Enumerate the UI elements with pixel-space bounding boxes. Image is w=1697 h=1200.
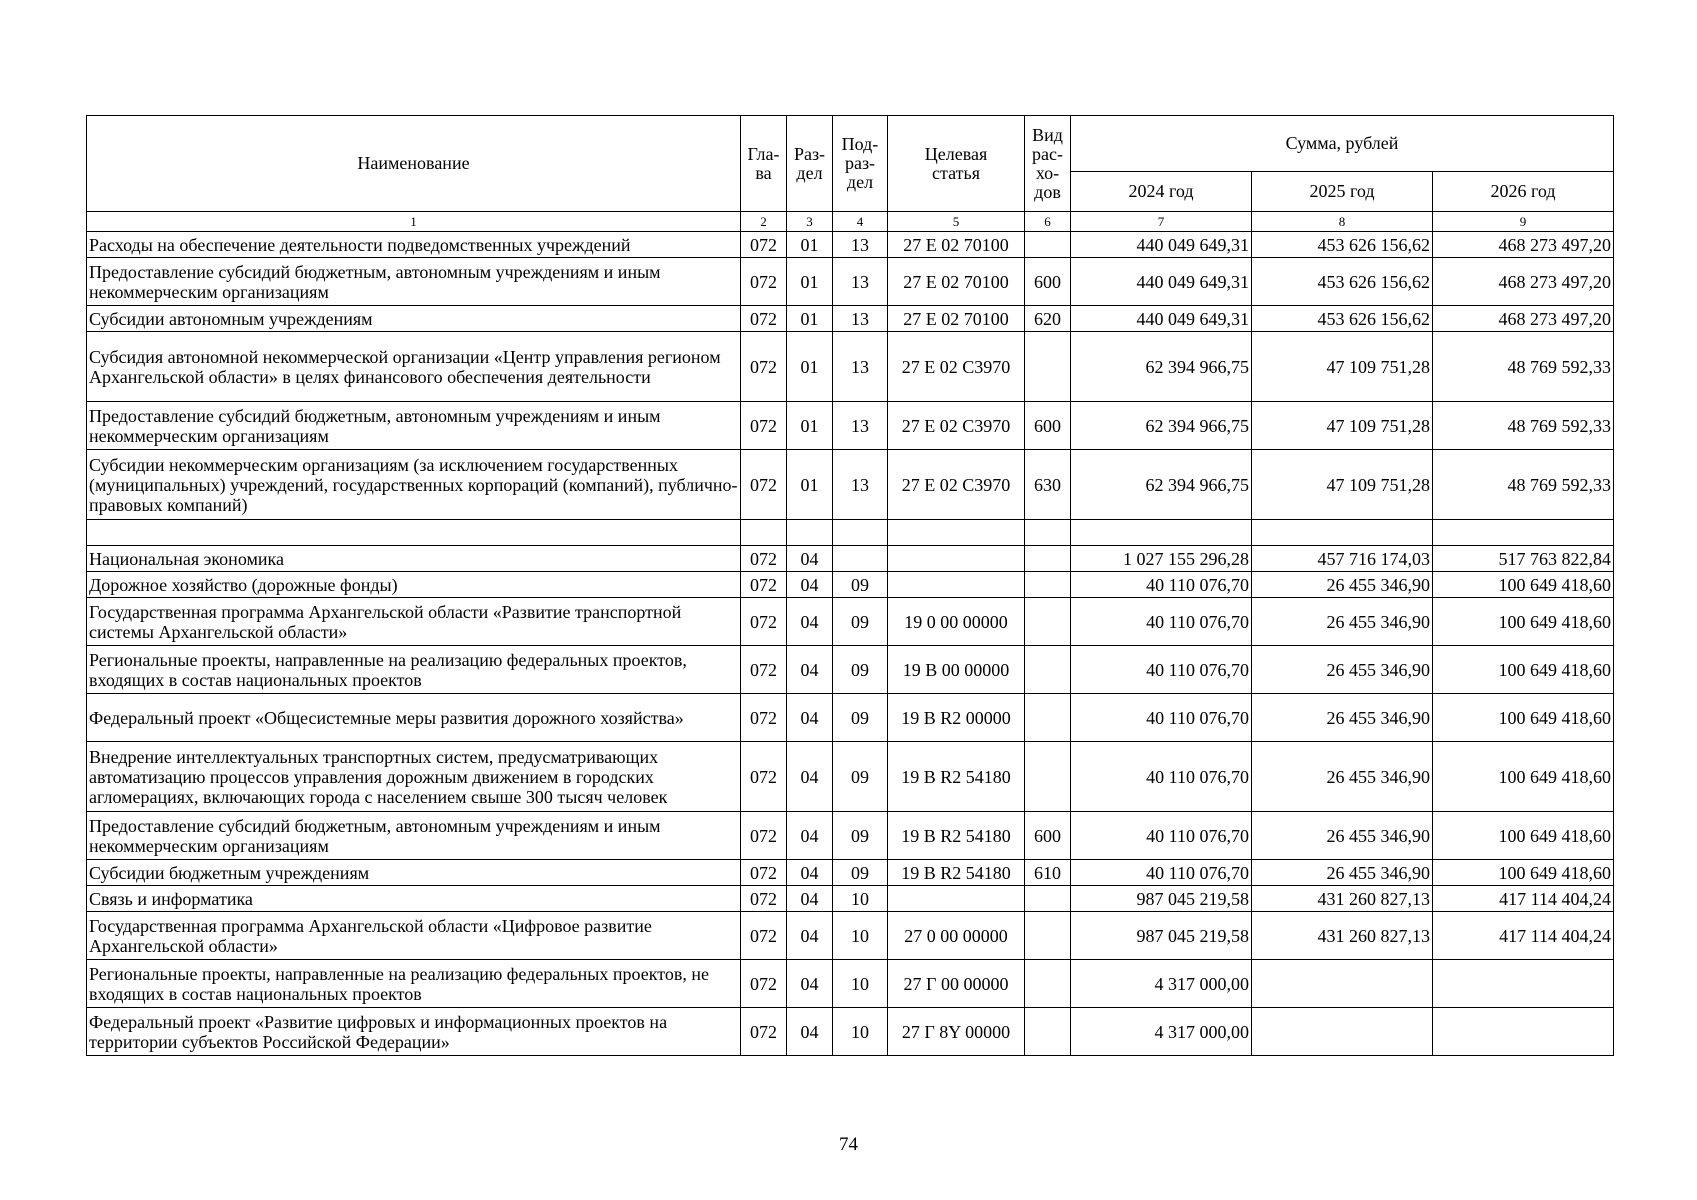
header-text-line: рас- (1032, 143, 1063, 164)
row-glava: 072 (741, 912, 787, 960)
row-amount-2024: 440 049 649,31 (1071, 306, 1252, 332)
row-target: 19 0 00 00000 (888, 598, 1025, 646)
row-target: 19 В R2 54180 (888, 812, 1025, 860)
row-amount-2025 (1252, 960, 1433, 1008)
row-target: 27 Е 02 С3970 (888, 402, 1025, 450)
row-amount-2026: 468 273 497,20 (1433, 258, 1614, 306)
budget-table-body (87, 232, 1614, 1056)
row-name: Расходы на обеспечение деятельности подведомственных учреждений (87, 232, 741, 258)
header-text-line: раз- (844, 153, 876, 173)
row-vid (1025, 546, 1071, 572)
row-podrazdel: 10 (833, 1008, 888, 1056)
row-amount-2025: 453 626 156,62 (1252, 232, 1433, 258)
row-razdel: 04 (787, 860, 833, 886)
row-amount-2025: 26 455 346,90 (1252, 598, 1433, 646)
table-row (87, 332, 1614, 402)
row-glava: 072 (741, 572, 787, 598)
row-podrazdel: 09 (833, 860, 888, 886)
row-name (87, 520, 741, 546)
row-podrazdel: 10 (833, 960, 888, 1008)
row-amount-2026: 468 273 497,20 (1433, 232, 1614, 258)
row-amount-2025: 431 260 827,13 (1252, 912, 1433, 960)
col-header-sum: Сумма, рублей (1071, 116, 1614, 172)
row-vid (1025, 694, 1071, 742)
row-podrazdel: 09 (833, 572, 888, 598)
column-number: 2 (741, 212, 787, 232)
row-glava: 072 (741, 860, 787, 886)
row-amount-2026: 48 769 592,33 (1433, 402, 1614, 450)
row-amount-2026: 100 649 418,60 (1433, 812, 1614, 860)
row-target: 19 В 00 00000 (888, 646, 1025, 694)
row-razdel: 01 (787, 306, 833, 332)
row-vid (1025, 598, 1071, 646)
row-razdel: 04 (787, 572, 833, 598)
row-razdel: 04 (787, 1008, 833, 1056)
col-header-2024: 2024 год (1071, 172, 1252, 212)
column-number: 4 (833, 212, 888, 232)
row-glava: 072 (741, 598, 787, 646)
table-row (87, 812, 1614, 860)
row-podrazdel: 13 (833, 450, 888, 520)
header-text-line: дел (796, 162, 823, 183)
row-amount-2024: 62 394 966,75 (1071, 402, 1252, 450)
row-glava (741, 520, 787, 546)
row-razdel: 04 (787, 646, 833, 694)
row-amount-2024: 40 110 076,70 (1071, 742, 1252, 812)
row-amount-2026 (1433, 1008, 1614, 1056)
col-header-2026: 2026 год (1433, 172, 1614, 212)
row-name: Связь и информатика (87, 886, 741, 912)
row-vid (1025, 1008, 1071, 1056)
row-amount-2024: 40 110 076,70 (1071, 572, 1252, 598)
row-vid: 600 (1025, 812, 1071, 860)
row-name: Дорожное хозяйство (дорожные фонды) (87, 572, 741, 598)
row-razdel (787, 520, 833, 546)
row-vid: 600 (1025, 258, 1071, 306)
row-name: Субсидия автономной некоммерческой организации «Центр управления регионом Архангельской области» в целях финансового обеспечения деятельности (87, 332, 741, 402)
row-amount-2025: 453 626 156,62 (1252, 306, 1433, 332)
row-amount-2025: 26 455 346,90 (1252, 646, 1433, 694)
row-name: Региональные проекты, направленные на реализацию федеральных проектов, входящих в состав национальных проектов (87, 646, 741, 694)
row-vid (1025, 332, 1071, 402)
row-glava: 072 (741, 232, 787, 258)
row-name: Предоставление субсидий бюджетным, автономным учреждениям и иным некоммерческим организациям (87, 812, 741, 860)
column-number: 6 (1025, 212, 1071, 232)
row-amount-2026: 100 649 418,60 (1433, 598, 1614, 646)
row-amount-2026: 100 649 418,60 (1433, 694, 1614, 742)
row-podrazdel: 09 (833, 646, 888, 694)
row-podrazdel: 10 (833, 886, 888, 912)
row-amount-2024: 62 394 966,75 (1071, 450, 1252, 520)
column-number: 9 (1433, 212, 1614, 232)
row-amount-2024: 62 394 966,75 (1071, 332, 1252, 402)
row-glava: 072 (741, 646, 787, 694)
row-amount-2024: 987 045 219,58 (1071, 886, 1252, 912)
row-amount-2025: 26 455 346,90 (1252, 860, 1433, 886)
row-podrazdel: 13 (833, 306, 888, 332)
table-row (87, 860, 1614, 886)
row-amount-2026 (1433, 960, 1614, 1008)
row-glava: 072 (741, 258, 787, 306)
table-row (87, 886, 1614, 912)
row-glava: 072 (741, 960, 787, 1008)
row-vid (1025, 912, 1071, 960)
row-amount-2024: 40 110 076,70 (1071, 860, 1252, 886)
row-target (888, 520, 1025, 546)
column-number: 3 (787, 212, 833, 232)
budget-table-container (86, 115, 1613, 1056)
row-amount-2026: 417 114 404,24 (1433, 886, 1614, 912)
table-row (87, 598, 1614, 646)
row-razdel: 01 (787, 232, 833, 258)
budget-table (86, 115, 1614, 1056)
row-vid: 600 (1025, 402, 1071, 450)
row-podrazdel (833, 546, 888, 572)
row-glava: 072 (741, 1008, 787, 1056)
row-amount-2024: 40 110 076,70 (1071, 598, 1252, 646)
row-vid (1025, 742, 1071, 812)
row-amount-2024: 40 110 076,70 (1071, 812, 1252, 860)
row-target: 27 Е 02 С3970 (888, 332, 1025, 402)
row-amount-2025: 26 455 346,90 (1252, 694, 1433, 742)
row-amount-2026: 417 114 404,24 (1433, 912, 1614, 960)
row-podrazdel: 10 (833, 912, 888, 960)
header-text-line: ва (755, 162, 772, 183)
row-amount-2026 (1433, 520, 1614, 546)
row-glava: 072 (741, 450, 787, 520)
row-razdel: 04 (787, 598, 833, 646)
row-name: Предоставление субсидий бюджетным, автономным учреждениям и иным некоммерческим организациям (87, 402, 741, 450)
row-amount-2026: 468 273 497,20 (1433, 306, 1614, 332)
table-row (87, 646, 1614, 694)
row-target: 27 Е 02 С3970 (888, 450, 1025, 520)
row-target: 27 Е 02 70100 (888, 232, 1025, 258)
row-vid: 620 (1025, 306, 1071, 332)
row-target: 19 В R2 00000 (888, 694, 1025, 742)
header-text-line: Под- (841, 134, 879, 154)
row-amount-2025: 457 716 174,03 (1252, 546, 1433, 572)
row-name: Государственная программа Архангельской области «Цифровое развитие Архангельской области» (87, 912, 741, 960)
row-amount-2025: 26 455 346,90 (1252, 572, 1433, 598)
row-razdel: 01 (787, 332, 833, 402)
table-row (87, 572, 1614, 598)
row-razdel: 01 (787, 450, 833, 520)
row-amount-2025: 47 109 751,28 (1252, 402, 1433, 450)
table-row (87, 402, 1614, 450)
row-razdel: 04 (787, 886, 833, 912)
row-podrazdel: 09 (833, 742, 888, 812)
row-razdel: 04 (787, 546, 833, 572)
header-text-line: дов (1034, 181, 1061, 202)
row-amount-2024: 4 317 000,00 (1071, 1008, 1252, 1056)
row-podrazdel: 13 (833, 258, 888, 306)
row-target (888, 886, 1025, 912)
row-podrazdel: 13 (833, 402, 888, 450)
row-amount-2026: 517 763 822,84 (1433, 546, 1614, 572)
row-name: Федеральный проект «Развитие цифровых и информационных проектов на территории субъектов Российской Федерации» (87, 1008, 741, 1056)
row-amount-2025: 47 109 751,28 (1252, 332, 1433, 402)
row-name: Федеральный проект «Общесистемные меры развития дорожного хозяйства» (87, 694, 741, 742)
col-header-glava (741, 116, 787, 212)
row-amount-2024: 440 049 649,31 (1071, 232, 1252, 258)
table-row (87, 450, 1614, 520)
row-podrazdel: 09 (833, 812, 888, 860)
col-header-2025: 2025 год (1252, 172, 1433, 212)
row-podrazdel: 13 (833, 332, 888, 402)
row-amount-2025: 431 260 827,13 (1252, 886, 1433, 912)
header-text-line: дел (846, 172, 874, 192)
row-target: 19 В R2 54180 (888, 860, 1025, 886)
row-podrazdel: 09 (833, 598, 888, 646)
row-podrazdel: 09 (833, 694, 888, 742)
row-amount-2025 (1252, 520, 1433, 546)
col-header-name: Наименование (87, 116, 741, 212)
row-podrazdel: 13 (833, 232, 888, 258)
row-vid: 610 (1025, 860, 1071, 886)
row-vid (1025, 646, 1071, 694)
row-vid (1025, 232, 1071, 258)
column-number: 5 (888, 212, 1025, 232)
row-amount-2025: 453 626 156,62 (1252, 258, 1433, 306)
row-target (888, 572, 1025, 598)
header-text-line: статья (932, 162, 980, 183)
row-name: Внедрение интеллектуальных транспортных систем, предусматривающих автоматизацию процессов управления дорожным движением в городских агломерациях, включающих города с населением свыше 300 тысяч человек (87, 742, 741, 812)
col-header-podrazdel (833, 116, 888, 212)
col-header-target (888, 116, 1025, 212)
row-amount-2024: 987 045 219,58 (1071, 912, 1252, 960)
row-razdel: 04 (787, 912, 833, 960)
row-amount-2026: 48 769 592,33 (1433, 450, 1614, 520)
row-amount-2024: 40 110 076,70 (1071, 694, 1252, 742)
row-target: 27 0 00 00000 (888, 912, 1025, 960)
column-number: 7 (1071, 212, 1252, 232)
row-target: 19 В R2 54180 (888, 742, 1025, 812)
row-glava: 072 (741, 742, 787, 812)
row-glava: 072 (741, 812, 787, 860)
header-text-line: Гла- (747, 143, 780, 164)
header-text-line: Раз- (793, 143, 826, 164)
row-podrazdel (833, 520, 888, 546)
row-razdel: 01 (787, 258, 833, 306)
row-glava: 072 (741, 694, 787, 742)
row-name: Субсидии автономным учреждениям (87, 306, 741, 332)
row-amount-2025 (1252, 1008, 1433, 1056)
row-name: Государственная программа Архангельской области «Развитие транспортной системы Архангельской области» (87, 598, 741, 646)
row-amount-2026: 100 649 418,60 (1433, 572, 1614, 598)
row-amount-2024: 1 027 155 296,28 (1071, 546, 1252, 572)
table-row (87, 546, 1614, 572)
row-name: Предоставление субсидий бюджетным, автономным учреждениям и иным некоммерческим организациям (87, 258, 741, 306)
row-glava: 072 (741, 332, 787, 402)
row-amount-2025: 26 455 346,90 (1252, 742, 1433, 812)
table-row (87, 232, 1614, 258)
row-vid: 630 (1025, 450, 1071, 520)
row-name: Региональные проекты, направленные на реализацию федеральных проектов, не входящих в состав национальных проектов (87, 960, 741, 1008)
row-target: 27 Е 02 70100 (888, 306, 1025, 332)
row-glava: 072 (741, 306, 787, 332)
table-row (87, 1008, 1614, 1056)
row-amount-2026: 48 769 592,33 (1433, 332, 1614, 402)
row-target: 27 Г 00 00000 (888, 960, 1025, 1008)
header-text-line: хо- (1035, 162, 1060, 183)
table-row (87, 520, 1614, 546)
row-name: Национальная экономика (87, 546, 741, 572)
table-row (87, 694, 1614, 742)
row-amount-2026: 100 649 418,60 (1433, 860, 1614, 886)
row-target (888, 546, 1025, 572)
row-razdel: 04 (787, 812, 833, 860)
row-razdel: 01 (787, 402, 833, 450)
row-glava: 072 (741, 886, 787, 912)
table-row (87, 258, 1614, 306)
row-amount-2024: 440 049 649,31 (1071, 258, 1252, 306)
row-name: Субсидии бюджетным учреждениям (87, 860, 741, 886)
row-amount-2024: 40 110 076,70 (1071, 646, 1252, 694)
row-razdel: 04 (787, 742, 833, 812)
table-row (87, 960, 1614, 1008)
row-target: 27 Е 02 70100 (888, 258, 1025, 306)
header-text-line: Целевая (924, 143, 988, 164)
row-razdel: 04 (787, 694, 833, 742)
table-row (87, 912, 1614, 960)
row-glava: 072 (741, 546, 787, 572)
row-name: Субсидии некоммерческим организациям (за исключением государственных (муниципальных) учреждений, государственных корпораций (компаний), публично-правовых компаний) (87, 450, 741, 520)
table-row (87, 742, 1614, 812)
col-header-razdel (787, 116, 833, 212)
page-number: 74 (839, 1134, 858, 1155)
row-vid (1025, 520, 1071, 546)
row-glava: 072 (741, 402, 787, 450)
row-vid (1025, 886, 1071, 912)
row-amount-2026: 100 649 418,60 (1433, 646, 1614, 694)
row-amount-2024: 4 317 000,00 (1071, 960, 1252, 1008)
col-header-vid (1025, 116, 1071, 212)
row-amount-2024 (1071, 520, 1252, 546)
column-number-row (87, 212, 1614, 232)
row-target: 27 Г 8Y 00000 (888, 1008, 1025, 1056)
column-number: 8 (1252, 212, 1433, 232)
row-razdel: 04 (787, 960, 833, 1008)
row-amount-2025: 47 109 751,28 (1252, 450, 1433, 520)
header-text-line: Вид (1032, 124, 1063, 145)
row-vid (1025, 572, 1071, 598)
column-number: 1 (87, 212, 741, 232)
row-amount-2026: 100 649 418,60 (1433, 742, 1614, 812)
row-amount-2025: 26 455 346,90 (1252, 812, 1433, 860)
row-vid (1025, 960, 1071, 1008)
table-row (87, 306, 1614, 332)
